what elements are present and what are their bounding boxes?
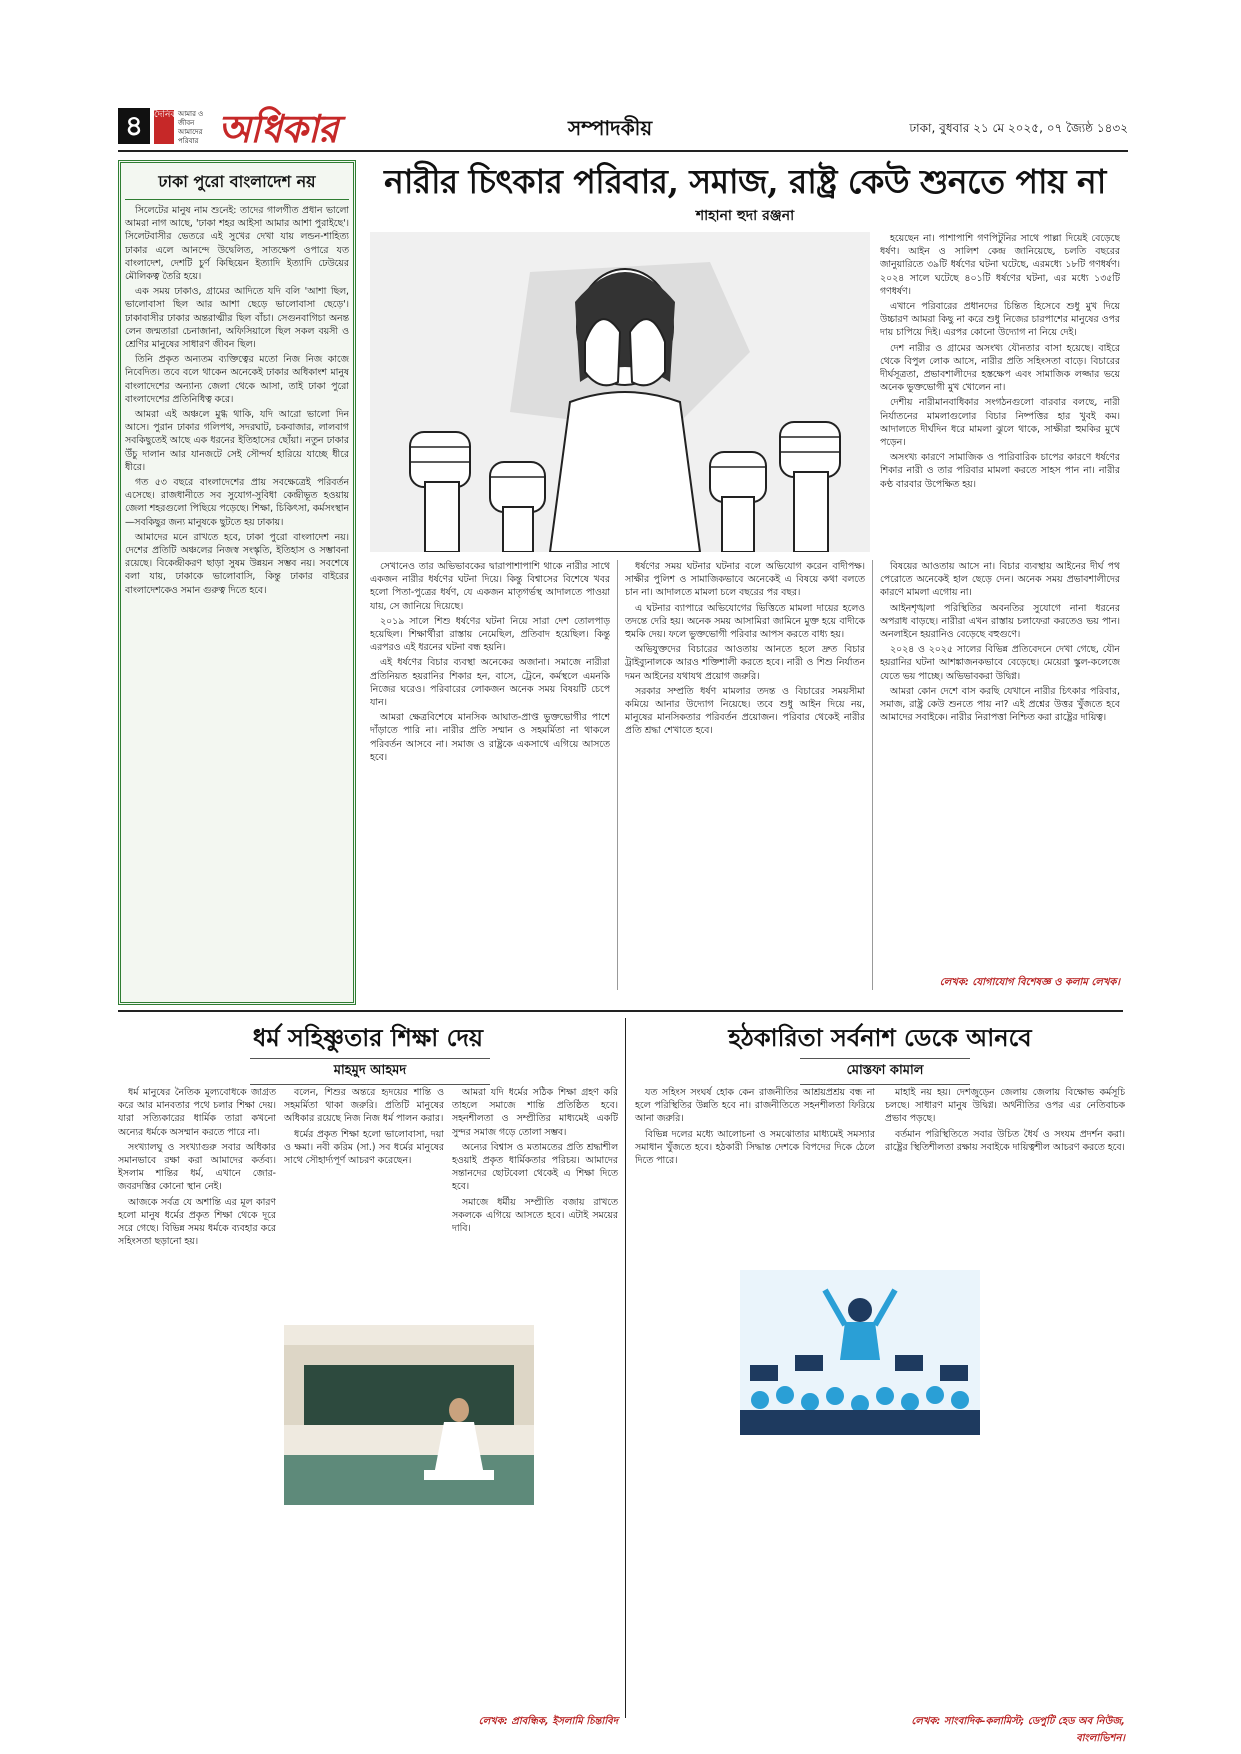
section-title: সম্পাদকীয় (568, 116, 653, 140)
paragraph: ধর্ষণের সময় ঘটনার ঘটনার বলে অভিযোগ করেন বাদীপক্ষ। সাক্ষীর পুলিশ ও সামাজিকভাবে অনেকেই এ বিষয়ে কথা বলতে চান না। আদালতে মামলা চলে বছরের পর বছর। (625, 561, 865, 599)
article2-byline: মাহমুদ আহমদ (250, 1058, 490, 1085)
lead-body-column-1 (370, 560, 610, 990)
paragraph: এ ঘটনার ব্যাপারে অভিযোগের ভিত্তিতে মামলা দায়ের হলেও তদন্তে দেরি হয়। অনেক সময় আসামিরা জামিনে মুক্ত হয়ে বাদীকে হুমকি দেয়। ফলে ভুক্তভোগী পরিবার আপস করতে বাধ্য হয়। (625, 602, 865, 641)
paragraph: আমরা এই অঞ্চলে মুগ্ধ থাকি, যদি আরো ভালো দিন আসে। পুরান ঢাকার গলিপথ, সদরঘাট, চকবাজার, লালবাগ সবকিছুতেই আছে এক ধরনের ইতিহাসের ছোঁয়া। নতুন ঢাকার উঁচু দালান আর যানজটে সেই সৌন্দর্য হারিয়ে যাচ্ছে ধীরে ধীরে। (125, 409, 349, 473)
lead-headline[interactable]: নারীর চিৎকার পরিবার, সমাজ, রাষ্ট্র কেউ শুনতে পায় না (384, 162, 1106, 201)
paragraph: অসংখ্য কারণে সামাজিক ও পারিবারিক চাপের কারণে ধর্ষণের শিকার নারী ও তার পরিবার মামলা করতে সাহস পান না। নারীর কণ্ঠ বারবার উপেক্ষিত হয়। (880, 452, 1120, 490)
paragraph: সিলেটের মানুষ নাম শুনেই: তাদের গালগীত প্রধান ভালো আমরা নাগ আছে, 'ঢাকা শহর আইসা আমার আশা পুরাইছে'। সিলেটবাসীর ভেতরে এই সুখের দেখা যায় লন্ডন-শাহিত্য ঢাকার এলে আনন্দে উদ্বেলিত, সাতক্ষেপ ওপারে যত বাংলাদেশ, দেশটি চুর্ণ কিছিয়েন ইত্যাদি ইত্যাদি ঢেউয়ের মৌলিকত্ব তৈরি হয়ে। (125, 205, 349, 283)
lead-illustration (370, 232, 870, 552)
paragraph: দেশীয় নারীমানবাধিকার সংগঠনগুলো বারবার বলছে, নারী নির্যাতনের মামলাগুলোর বিচার নিষ্পত্তির হার খুবই কম। আদালতে দীর্ঘদিন ধরে মামলা ঝুলে থাকে, সাক্ষীরা হুমকির মুখে পড়েন। (880, 397, 1120, 449)
logo-side-label: দৈনিক (154, 110, 174, 144)
article2-headline[interactable]: ধর্ম সহিষ্ণুতার শিক্ষা দেয় (252, 1023, 484, 1052)
masthead (118, 108, 1128, 152)
sidebar-column (118, 160, 356, 1005)
paragraph: আমরা যদি ধর্মের সঠিক শিক্ষা গ্রহণ করি তাহলে সমাজে শান্তি প্রতিষ্ঠিত হবে। সহনশীলতা ও সম্প্রীতির মাধ্যমেই একটি সুন্দর সমাজ গড়ে তোলা সম্ভব। (452, 1087, 618, 1138)
paragraph: হয়েছেন না। পাশাপাশি গণপিটুনির সাথে পাল্লা দিয়েই বেড়েছে ধর্ষণ। আইন ও সালিশ কেন্দ্র জানিয়েছে, চলতি বছরের জানুয়ারিতে ৩৯টি ধর্ষণের ঘটনা ঘটেছে, এরমধ্যে ১৮টি গণধর্ষণ। ২০২৪ সালে ঘটেছে ৪০১টি ধর্ষণের ঘটনা, এর মধ্যে ১৩৫টি গণধর্ষণ। (880, 233, 1120, 297)
paragraph: সংখ্যালঘু ও সংখ্যাগুরু সবার অধিকার সমানভাবে রক্ষা করা আমাদের কর্তব্য। ইসলাম শান্তির ধর্ম, এখানে জোর-জবরদস্তির কোনো স্থান নেই। (118, 1141, 276, 1193)
sidebar-body (125, 204, 349, 1004)
paragraph: আমরা কোন দেশে বাস করছি যেখানে নারীর চিৎকার পরিবার, সমাজ, রাষ্ট্র কেউ শুনতে পায় না? এই প্রশ্নের উত্তর খুঁজতে হবে আমাদের সবাইকে। নারীর নিরাপত্তা নিশ্চিত করা রাষ্ট্রের দায়িত্ব। (880, 685, 1120, 724)
dateline: ঢাকা, বুধবার ২১ মে ২০২৫, ০৭ জ্যৈষ্ঠ ১৪৩২ (909, 121, 1128, 135)
paragraph: এই ধর্ষণের বিচার ব্যবস্থা অনেকের অজানা। সমাজে নারীরা প্রতিনিয়ত হয়রানির শিকার হন, বাসে, ট্রেনে, কর্মস্থলে এমনকি নিজের ঘরেও। পরিবারের লোকজন অনেক সময় বিষয়টি চেপে যান। (370, 657, 610, 709)
article3-column-2 (885, 1086, 1125, 1706)
paragraph: বলেন, শিশুর অন্তরে হৃদয়ের শান্তি ও সহমর্মিতা থাকা জরুরি। প্রতিটি মানুষের অধিকার রয়েছে নিজ নিজ ধর্ম পালন করার। (284, 1087, 444, 1125)
article3-column-1 (635, 1086, 875, 1266)
paragraph: অভিযুক্তদের বিচারের আওতায় আনতে হলে দ্রুত বিচার ট্রাইব্যুনালকে আরও শক্তিশালী করতে হবে। নারী ও শিশু নির্যাতন দমন আইনের যথাযথ প্রয়োগ জরুরি। (625, 644, 865, 682)
lead-body-column-2 (625, 560, 865, 990)
paragraph: এক সময় ঢাকাও, গ্রামের আদিতে যদি বলি 'আশা ছিল, ভালোবাসা ছিল আর আশা ছেড়ে ভালোবাসা ছেড়ে'। ঢাকাবাসীর ঢাকার অন্তরাত্মীর ছিল বাঁচা। সেগুনবাগিচা অনন্ত লেন জন্মতারা চেনাজানা, অফিসিয়ালে ছিল সকল বয়সী ও শ্রেণির মানুষের সাধারণ জীবন ছিল। (125, 286, 349, 351)
article2-column-1 (118, 1086, 276, 1706)
lead-byline-wrap (370, 204, 1120, 228)
article-divider (625, 1018, 626, 1718)
article3-author-note: লেখক: সাংবাদিক-কলামিস্ট; ডেপুটি হেড অব নিউজ, বাংলাভিশন। (911, 1716, 1125, 1744)
paragraph: আজকে সর্বত্র যে অশান্তি এর মূল কারণ হলো মানুষ ধর্মের প্রকৃত শিক্ষা থেকে দূরে সরে গেছে। বিভিন্ন সময় ধর্মকে ব্যবহার করে সহিংসতা ছড়ানো হয়। (118, 1196, 276, 1248)
lead-author-note: লেখক: যোগাযোগ বিশেষজ্ঞ ও কলাম লেখক। (939, 977, 1120, 988)
paragraph: দেশ নারীর ও গ্রামের অসংখ্য যৌনতার বাসা হয়েছে। বাইরে থেকে বিপুল লোক আসে, নারীর প্রতি সহিংসতা বাড়ে। বিচারের দীর্ঘসূত্রতা, প্রভাবশালীদের হস্তক্ষেপ এবং সামাজিক লজ্জার ভয়ে অনেক ভুক্তভোগী মুখ খোলেন না। (880, 342, 1120, 394)
article2-author-note: লেখক: প্রাবন্ধিক, ইসলামি চিন্তাবিদ (478, 1716, 618, 1727)
paragraph: অন্যের বিশ্বাস ও মতামতের প্রতি শ্রদ্ধাশীল হওয়াই প্রকৃত ধার্মিকতার পরিচয়। আমাদের সন্তানদের ছোটবেলা থেকেই এ শিক্ষা দিতে হবে। (452, 1141, 618, 1193)
paragraph: যত সহিংস সংঘর্ষ হোক কেন রাজনীতির আশ্রয়প্রশ্রয় বন্ধ না হলে পরিস্থিতির উন্নতি হবে না। রাজনীতিতে সহনশীলতা ফিরিয়ে আনা জরুরি। (635, 1087, 875, 1125)
paragraph: সমাজে ধর্মীয় সম্প্রীতি বজায় রাখতে সকলকে এগিয়ে আসতে হবে। এটাই সময়ের দাবি। (452, 1196, 618, 1235)
paragraph: ধর্ম মানুষের নৈতিক মূল্যবোধকে জাগ্রত করে আর মানবতার পথে চলার শিক্ষা দেয়। যারা সত্যিকারের ধার্মিক তারা কখনো অন্যের ধর্মকে অসম্মান করতে পারে না। (118, 1087, 276, 1138)
article3-byline: মোস্তফা কামাল (800, 1058, 970, 1085)
article2-column-3 (452, 1086, 618, 1316)
lead-right-column (880, 232, 1120, 552)
paragraph: সরকার সম্প্রতি ধর্ষণ মামলার তদন্ত ও বিচারের সময়সীমা কমিয়ে আনার উদ্যোগ নিয়েছে। তবে শুধু আইন দিয়ে নয়, মানুষের মানসিকতার পরিবর্তন প্রয়োজন। পরিবার থেকেই নারীর প্রতি শ্রদ্ধা শেখাতে হবে। (625, 685, 865, 737)
praying-man-photo (284, 1325, 534, 1505)
paragraph: বর্তমান পরিস্থিতিতে সবার উচিত ধৈর্য ও সংযম প্রদর্শন করা। রাষ্ট্রের স্থিতিশীলতা রক্ষায় সবাইকে দায়িত্বশীল আচরণ করতে হবে। (885, 1128, 1125, 1153)
paragraph: সেখানেও তার অভিভাবকের দ্বারাপাশাপাশি থাকে নারীর সাথে একজন নারীর ধর্ষণের ঘটনা দিয়ে। কিন্তু বিশ্বাসের বিশেষে খবর হলো পিতা-পুত্রের ধর্ষণ, যে একজন মাতৃগর্ভস্থ আদালতে পাওয়া যায়, সে জানিয়ে দিয়েছে। (370, 561, 610, 612)
lead-body-column-3 (880, 560, 1120, 960)
lead-byline: শাহানা হুদা রঞ্জনা (695, 208, 795, 224)
sidebar-title: ঢাকা পুরো বাংলাদেশ নয় (125, 169, 349, 200)
paragraph: ২০১৯ সালে শিশু ধর্ষণের ঘটনা নিয়ে সারা দেশ তোলপাড় হয়েছিল। শিক্ষার্থীরা রাস্তায় নেমেছিল, প্রতিবাদ হয়েছিল। কিন্তু এরপরও এই ধরনের ঘটনা বন্ধ হয়নি। (370, 615, 610, 654)
column-divider (617, 560, 618, 990)
paragraph: আমাদের মনে রাখতে হবে, ঢাকা পুরো বাংলাদেশ নয়। দেশের প্রতিটি অঞ্চলের নিজস্ব সংস্কৃতি, ইতিহাস ও সম্ভাবনা রয়েছে। বিকেন্দ্রীকরণ ছাড়া সুষম উন্নয়ন সম্ভব নয়। সবশেষে বলা যায়, ঢাকাকে ভালোবাসি, কিন্তু ঢাকার বাইরের বাংলাদেশকেও সমান গুরুত্ব দিতে হবে। (125, 531, 349, 596)
paragraph: আইনশৃঙ্খলা পরিস্থিতির অবনতির সুযোগে নানা ধরনের অপরাধ বাড়ছে। নারীরা এখন রাস্তায় চলাফেরা করতেও ভয় পান। অনলাইনে হয়রানিও বেড়েছে বহুগুণে। (880, 602, 1120, 641)
paragraph: আমরা ক্ষেত্রবিশেষে মানসিক আঘাত-প্রাপ্ত ভুক্তভোগীর পাশে দাঁড়াতে পারি না। নারীর প্রতি সম্মান ও সহমর্মিতা না থাকলে পরিবর্তন আসবে না। সমাজ ও রাষ্ট্রকে একসাথে এগিয়ে আসতে হবে। (370, 712, 610, 763)
section-divider (118, 1010, 1123, 1012)
article2-column-2 (284, 1086, 444, 1316)
paragraph: ধর্মের প্রকৃত শিক্ষা হলো ভালোবাসা, দয়া ও ক্ষমা। নবী করিম (সা.) সব ধর্মের মানুষের সাথে সৌহার্দ্যপূর্ণ আচরণ করেছেন। (284, 1128, 444, 1167)
page-number: ৪ (118, 108, 150, 144)
article3-headline[interactable]: হঠকারিতা সর্বনাশ ডেকে আনবে (728, 1023, 1032, 1052)
article2-photo (284, 1325, 534, 1505)
paragraph: ২০২৪ ও ২০২৫ সালের বিভিন্ন প্রতিবেদনে দেখা গেছে, যৌন হয়রানির ঘটনা আশঙ্কাজনকভাবে বেড়েছে। মেয়েরা স্কুল-কলেজে যেতে ভয় পাচ্ছে। অভিভাবকরা উদ্বিগ্ন। (880, 644, 1120, 682)
logo-tagline: আমার ও জীবন আমাদের পরিবার (178, 110, 204, 145)
paragraph: গত ৫৩ বছরে বাংলাদেশের প্রায় সবক্ষেত্রেই পরিবর্তন এসেছে। রাজধানীতে সব সুযোগ-সুবিধা কেন্দ্রীভূত হওয়ায় জেলা শহরগুলো পিছিয়ে পড়েছে। শিক্ষা, চিকিৎসা, কর্মসংস্থান—সবকিছুর জন্য মানুষকে ছুটতে হয় ঢাকায়। (125, 477, 349, 528)
paragraph: তিনি প্রকৃত অন্যতম ব্যক্তিত্বের মতো নিজ নিজ কাজে নিবেদিত। তবে বলে থাকেন অনেকেই ঢাকার অধিকাংশ মানুষ বাংলাদেশের অন্যান্য জেলা থেকে আসা, তাই ঢাকা পুরো বাংলাদেশের প্রতিনিধিত্ব করে। (125, 354, 349, 405)
distressed-woman-illustration (370, 232, 870, 552)
paragraph: এখানে পরিবারের প্রধানদের চিন্তিত হিসেবে শুধু মুখ দিয়ে উচ্চারণ আমরা কিছু না করে শুধু নিজের চারপাশের মানুষের ওপর দায় চাপিয়ে দিই। এরপর কোনো উদ্যোগ না নিয়ে দেই। (880, 301, 1120, 339)
newspaper-logo[interactable]: অধিকার (218, 106, 338, 151)
paragraph: মাহাই নয় হয়। দেশজুড়েন জেলায় জেলায় বিক্ষোভ কর্মসূচি চলছে। সাধারণ মানুষ উদ্বিগ্ন। অর্থনীতির ওপর এর নেতিবাচক প্রভাব পড়ছে। (885, 1087, 1125, 1125)
paragraph: বিভিন্ন দলের মধ্যে আলোচনা ও সমঝোতার মাধ্যমেই সমস্যার সমাধান খুঁজতে হবে। হঠকারী সিদ্ধান্ত দেশকে বিপদের দিকে ঠেলে দিতে পারে। (635, 1128, 875, 1167)
paragraph: বিষয়ের আওতায় আসে না। বিচার ব্যবস্থায় আইনের দীর্ঘ পথ পেরোতে অনেকেই হাল ছেড়ে দেন। অনেক সময় প্রভাবশালীদের কারণে মামলা এগোয় না। (880, 561, 1120, 599)
column-divider (872, 560, 873, 990)
